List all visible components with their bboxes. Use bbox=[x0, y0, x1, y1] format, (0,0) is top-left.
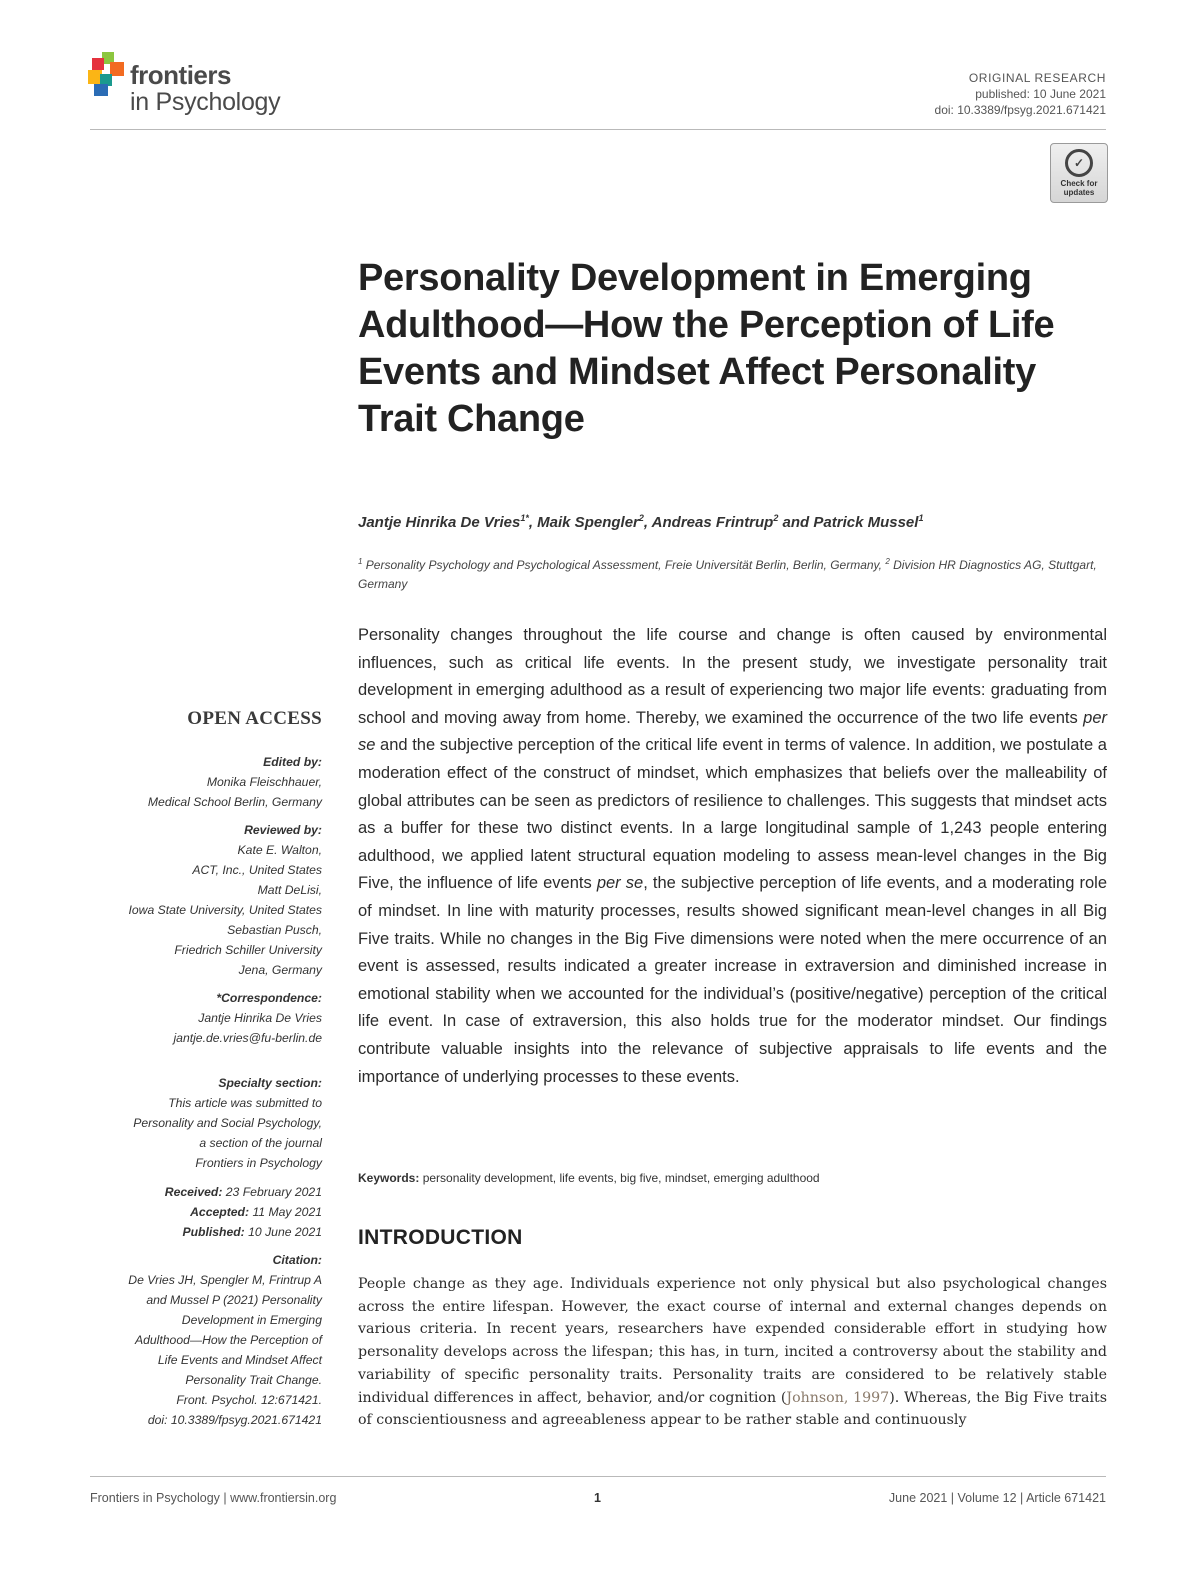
citation-line: and Mussel P (2021) Personality bbox=[146, 1293, 322, 1307]
crossmark-icon: ✓ bbox=[1065, 149, 1093, 177]
page-number: 1 bbox=[594, 1491, 601, 1505]
author-affiliation-mark: 2 bbox=[638, 513, 644, 523]
specialty-label: Specialty section: bbox=[218, 1076, 322, 1090]
affiliations bbox=[358, 552, 1108, 594]
edited-by-block bbox=[90, 752, 322, 812]
editor-line: Medical School Berlin, Germany bbox=[147, 795, 322, 809]
keywords-label: Keywords: bbox=[358, 1171, 420, 1185]
abstract-text: , the subjective perception of life events, and a moderating role of mindset. In line with maturity processes, results showed significant mean-level changes in all Big Five traits. While no changes in the Big Five dimensions were noted when the mere occurrence of an event is assessed, results indicated a greater increase in extraversion and diminished increase in emotional stability when we accounted for the individual’s (positive/negative) perception of the critical life event. In case of extraversion, this also holds true for the moderator mindset. Our findings contribute valuable insights into the relevance of subjective appraisals to life events and the importance of underlying processes to these events. bbox=[358, 874, 1108, 1086]
citation-label: Citation: bbox=[272, 1253, 322, 1267]
reviewer-line: Friedrich Schiller University bbox=[174, 943, 322, 957]
article-type: ORIGINAL RESEARCH bbox=[968, 71, 1106, 85]
abstract-text: per se bbox=[596, 874, 644, 893]
correspondence-name: Jantje Hinrika De Vries bbox=[198, 1011, 322, 1025]
edited-by-label: Edited by: bbox=[263, 755, 322, 769]
reviewer-line: ACT, Inc., United States bbox=[192, 863, 322, 877]
abstract-text: and the subjective perception of the critical life event in terms of valence. In addition, we postulate a moderation effect of the construct of mindset, which emphasizes that beliefs over the malleability of global attributes can be seen as predictors of resilience to challenges. This suggests that mindset acts as a buffer for these two distinct events. In a large longitudinal sample of 1,243 people entering adulthood, we applied latent structural equation modeling to assess mean-level changes in the Big Five, the influence of life events bbox=[358, 736, 1107, 893]
logo-text-journal: in Psychology bbox=[130, 88, 281, 116]
affiliation-mark: 2 bbox=[885, 557, 890, 566]
journal-logo[interactable] bbox=[88, 50, 318, 122]
article-title: Personality Development in Emerging Adulthood—How the Perception of Life Events and Mindset Affect Personality Trait Change bbox=[358, 257, 1055, 440]
footer-journal-link[interactable]: Frontiers in Psychology | www.frontiersin.org bbox=[90, 1491, 337, 1505]
check-updates-label: Check for updates bbox=[1060, 179, 1098, 197]
reviewer-line: Matt DeLisi, bbox=[257, 883, 322, 897]
received-label: Received: bbox=[164, 1185, 223, 1199]
citation-link[interactable]: Johnson, 1997 bbox=[786, 1389, 890, 1406]
reviewer-line: Jena, Germany bbox=[238, 963, 322, 977]
author-list bbox=[358, 513, 1108, 531]
dates-block bbox=[90, 1182, 322, 1242]
published-line bbox=[90, 1222, 322, 1242]
author-separator: , bbox=[528, 514, 538, 531]
reviewer-line: Iowa State University, United States bbox=[128, 903, 322, 917]
author-affiliation-mark: 2 bbox=[773, 513, 779, 523]
specialty-line: Frontiers in Psychology bbox=[195, 1156, 322, 1170]
accepted-label: Accepted: bbox=[190, 1205, 250, 1219]
footer-issue-info: June 2021 | Volume 12 | Article 671421 bbox=[888, 1491, 1106, 1505]
editor-line: Monika Fleischhauer, bbox=[206, 775, 322, 789]
specialty-line: This article was submitted to bbox=[168, 1096, 322, 1110]
article-doi[interactable]: doi: 10.3389/fpsyg.2021.671421 bbox=[934, 103, 1106, 117]
published-date: published: 10 June 2021 bbox=[975, 87, 1106, 101]
published-label: Published: bbox=[182, 1225, 245, 1239]
correspondence-block bbox=[90, 988, 322, 1048]
check-for-updates-button[interactable] bbox=[1050, 143, 1108, 203]
citation-line: Personality Trait Change. bbox=[185, 1373, 322, 1387]
correspondence-label: *Correspondence: bbox=[216, 991, 322, 1005]
reviewed-by-block bbox=[90, 820, 322, 980]
accepted-date: 11 May 2021 bbox=[252, 1205, 322, 1219]
received-date: 23 February 2021 bbox=[225, 1185, 322, 1199]
citation-line: De Vries JH, Spengler M, Frintrup A bbox=[128, 1273, 322, 1287]
author-name[interactable]: Andreas Frintrup bbox=[651, 514, 774, 531]
reviewer-line: Kate E. Walton, bbox=[237, 843, 322, 857]
abstract-text: per se bbox=[358, 708, 1107, 755]
author-name[interactable]: Maik Spengler bbox=[537, 514, 639, 531]
author-name[interactable]: Patrick Mussel bbox=[813, 514, 919, 531]
published-date-side: 10 June 2021 bbox=[248, 1225, 322, 1239]
intro-text-2: ). Whereas, the Big Five traits of conscientiousness and agreeableness appear to be rather stable and continuously bbox=[358, 1389, 1108, 1429]
footer-divider bbox=[90, 1476, 1106, 1477]
reviewer-line: Sebastian Pusch, bbox=[227, 923, 322, 937]
logo-text-frontiers: frontiers bbox=[130, 60, 231, 90]
intro-paragraph bbox=[358, 1273, 1107, 1432]
abstract-text: Personality changes throughout the life course and change is often caused by environmental influences, such as critical life events. In the present study, we investigate personality trait development in emerging adulthood as a result of experiencing two major life events: graduating from school and moving away from home. Thereby, we examined the occurrence of the two life events bbox=[358, 626, 1107, 727]
citation-line: Adulthood—How the Perception of bbox=[135, 1333, 322, 1347]
author-name[interactable]: Jantje Hinrika De Vries bbox=[358, 514, 521, 531]
keywords bbox=[358, 1171, 1108, 1185]
citation-line: Front. Psychol. 12:671421. bbox=[176, 1393, 322, 1407]
author-separator: and bbox=[778, 514, 814, 531]
specialty-section-block bbox=[90, 1073, 322, 1173]
specialty-line: a section of the journal bbox=[199, 1136, 322, 1150]
citation-block bbox=[90, 1250, 322, 1430]
citation-line: Development in Emerging bbox=[181, 1313, 322, 1327]
keywords-list: personality development, life events, big five, mindset, emerging adulthood bbox=[422, 1171, 820, 1185]
accepted-line bbox=[90, 1202, 322, 1222]
reviewed-by-label: Reviewed by: bbox=[244, 823, 322, 837]
frontiers-logo-icon bbox=[88, 52, 128, 98]
received-line bbox=[90, 1182, 322, 1202]
correspondence-email[interactable]: jantje.de.vries@fu-berlin.de bbox=[173, 1031, 322, 1045]
author-separator: , bbox=[643, 514, 652, 531]
open-access-label: OPEN ACCESS bbox=[187, 708, 322, 729]
header-divider bbox=[90, 129, 1106, 130]
affiliation-mark: 1 bbox=[358, 557, 363, 566]
article-meta bbox=[935, 70, 1106, 118]
citation-line[interactable]: doi: 10.3389/fpsyg.2021.671421 bbox=[147, 1413, 322, 1427]
citation-line: Life Events and Mindset Affect bbox=[157, 1353, 322, 1367]
author-affiliation-mark: 1* bbox=[520, 513, 529, 523]
abstract bbox=[358, 622, 1107, 1091]
affiliation-text: Division HR Diagnostics AG, Stuttgart, Germany bbox=[358, 558, 1097, 591]
affiliation-text: Personality Psychology and Psychological Assessment, Freie Universität Berlin, Berlin, Germany, bbox=[362, 558, 886, 572]
intro-text-1: People change as they age. Individuals experience not only physical but also psychological changes across the entire lifespan. However, the exact course of internal and external changes depends on various criteria. In recent years, researchers have expended considerable effort in studying how personality develops across the lifespan; this has, in turn, incited a controversy about the stability and variability of specific personality traits. Personality traits are considered to be relatively stable individual differences in affect, behavior, and/or cognition ( bbox=[358, 1276, 1107, 1406]
intro-heading: INTRODUCTION bbox=[358, 1226, 523, 1249]
author-affiliation-mark: 1 bbox=[918, 513, 924, 523]
specialty-line: Personality and Social Psychology, bbox=[133, 1116, 322, 1130]
